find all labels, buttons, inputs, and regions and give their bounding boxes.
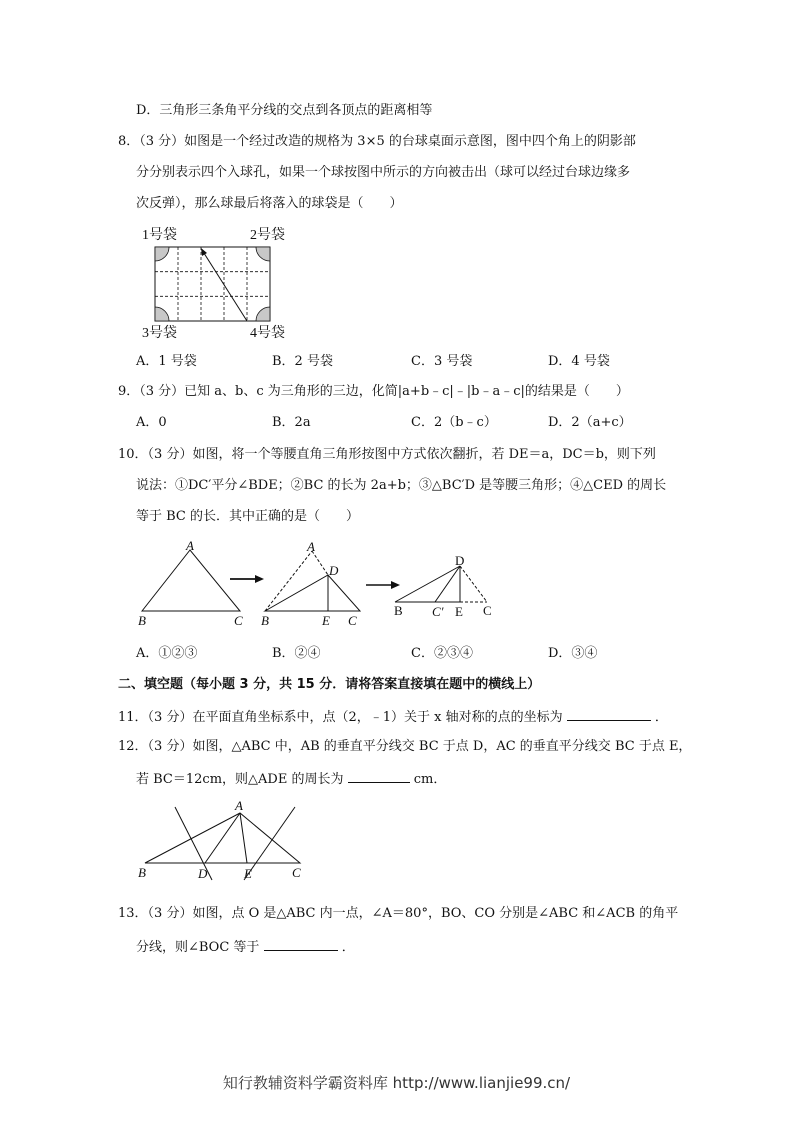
q9-option-d: D．2（a+c） [548,415,632,430]
fig2-label-d: D [329,563,339,578]
q8-text-line2: 分分别表示四个入球孔，如果一个球按图中所示的方向被击出（球可以经过台球边缘多 [136,165,631,180]
table-grid [155,247,270,321]
q9-text: 9．（3 分）已知 a、b、c 为三角形的三边，化简|a+b﹣c|﹣|b﹣a﹣c|的结果是（ ） [118,384,629,399]
q10-text-line2: 说法：①DC′平分∠BDE；②BC 的长为 2a+b；③△BC′D 是等腰三角形；④△CED 的周长 [136,478,667,493]
q8-option-c: C．3 号袋 [411,354,473,369]
q13-end: ． [341,940,355,955]
pocket-2 [256,247,270,261]
arrow-1 [230,575,264,583]
fig12-label-c: C [292,865,301,880]
billiard-table [155,247,270,321]
pocket-1 [155,247,169,261]
pocket-label-2: 2号袋 [250,228,285,243]
q10-option-d: D．③④ [548,646,598,661]
q11-end: ． [654,710,668,725]
q13-question: 分线，则∠BOC 等于 [136,940,260,955]
triangle-2 [261,539,360,628]
q12-question: 若 BC＝12cm，则△ADE 的周长为 [136,772,344,787]
q13-text-line1: 13．（3 分）如图，点 O 是△ABC 内一点，∠A＝80°，BO、CO 分别是∠ABC 和∠ACB 的角平 [118,906,679,921]
pocket-4 [256,307,270,321]
fig2-label-c: C [348,613,357,628]
q10-option-c: C．②③④ [411,646,473,661]
fig2-label-e: E [322,613,330,628]
q7-option-d: D．三角形三条角平分线的交点到各顶点的距离相等 [136,103,433,118]
fig3-label-b: B [394,603,403,618]
q8-option-d: D．4 号袋 [548,354,610,369]
pocket-3 [155,307,169,321]
fig1-label-a: A [186,538,194,553]
fig3-label-d: D [455,553,465,568]
q10-option-b: B．②④ [272,646,321,661]
fig2-label-b: B [261,613,269,628]
q13-answer-blank[interactable] [264,937,338,951]
q12-text-line1: 12．（3 分）如图，△ABC 中，AB 的垂直平分线交 BC 于点 D，AC 的垂直平分线交 BC 于点 E， [118,739,692,754]
fig1-label-c: C [234,613,243,628]
page-footer: 知行教辅资料学霸资料库 http://www.lianjie99.cn/ [222,1074,571,1092]
q9-option-c: C．2（b﹣c） [411,415,497,430]
q12-text-line2 [136,769,446,789]
q11-question: 11．（3 分）在平面直角坐标系中，点（2，﹣1）关于 x 轴对称的点的坐标为 [118,710,563,725]
fig12-label-d: D [198,866,208,881]
pocket-label-4: 4号袋 [250,326,285,341]
q8-option-b: B．2 号袋 [272,354,333,369]
q12-unit: cm． [413,772,447,787]
fig1-label-b: B [138,613,146,628]
fig12-label-e: E [244,866,252,881]
q10-text-line1: 10．（3 分）如图，将一个等腰直角三角形按图中方式依次翻折，若 DE＝a，DC＝b，则下列 [118,447,656,462]
q8-text-line1: 8．（3 分）如图是一个经过改造的规格为 3×5 的台球桌面示意图，图中四个角上的阴影部 [118,134,636,149]
triangle-1 [138,538,243,628]
q12-answer-blank[interactable] [348,769,410,783]
q10-option-a: A．①②③ [136,646,198,661]
q11-text [118,707,668,727]
fig2-label-a: A [307,539,315,554]
fig3-label-e: E [455,604,463,619]
pocket-label-1: 1号袋 [142,228,177,243]
fig3-label-c-prime: C′ [432,604,444,619]
q10-text-line3: 等于 BC 的长．其中正确的是（ ） [136,509,360,524]
q10-folding-figure [130,538,510,630]
q11-answer-blank[interactable] [567,707,651,721]
fig3-label-c: C [483,603,492,618]
q8-text-line3: 次反弹），那么球最后将落入的球袋是（ ） [136,196,403,211]
q12-perpendicular-bisector-figure [130,795,320,885]
q8-option-a: A．1 号袋 [136,354,197,369]
q13-text-line2 [136,937,355,957]
fig12-label-a: A [235,798,243,813]
q9-option-a: A．0 [136,415,167,430]
triangle-3 [394,553,492,619]
arrow-2 [366,581,400,589]
section-heading: 二、填空题（每小题 3 分，共 15 分．请将答案直接填在题中的横线上） [118,677,541,692]
q8-billiard-figure [130,222,310,342]
fig12-label-b: B [138,865,146,880]
q9-option-b: B．2a [272,415,311,430]
pocket-label-3: 3号袋 [142,326,177,341]
